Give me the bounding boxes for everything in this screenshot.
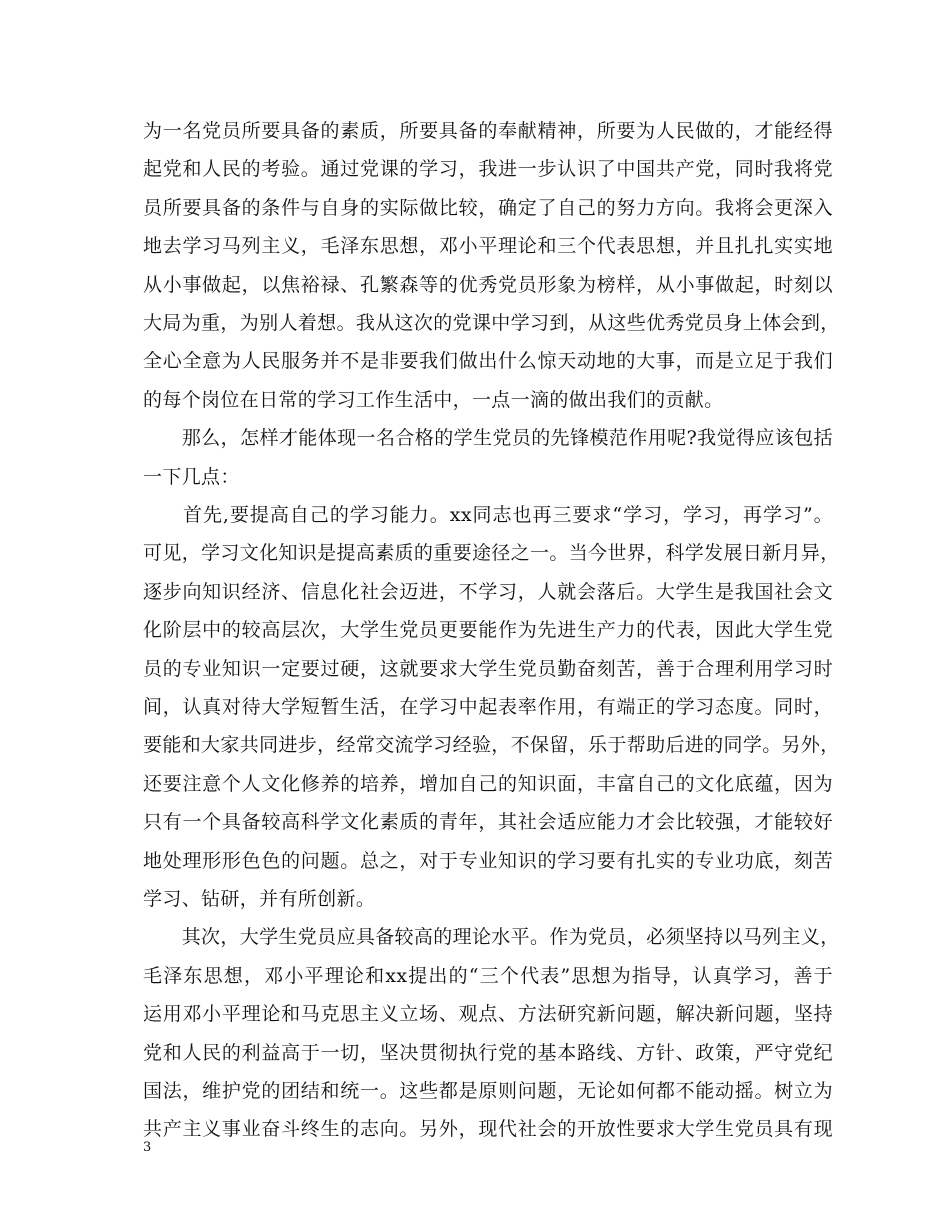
text-line: 化阶层中的较高层次，大学生党员更要能作为先进生产力的代表，因此大学生党 (143, 619, 833, 642)
text-line: 要能和大家共同进步，经常交流学习经验，不保留，乐于帮助后进的同学。另外， (143, 734, 840, 757)
text-line: 的每个岗位在日常的学习工作生活中，一点一滴的做出我们的贡献。 (143, 388, 724, 411)
text-line: 大局为重，为别人着想。我从这次的党课中学习到，从这些优秀党员身上体会到， (143, 312, 840, 334)
text-line: 地去学习马列主义，毛泽东思想，邓小平理论和三个代表思想，并且扎扎实实地 (143, 235, 833, 258)
text-line: 一下几点： (143, 465, 240, 488)
text-line: 从小事做起，以焦裕禄、孔繁森等的优秀党员形象为榜样，从小事做起，时刻以 (143, 273, 833, 296)
page-number: 3 (143, 1140, 152, 1155)
text-line: 起党和人民的考验。通过党课的学习，我进一步认识了中国共产党，同时我将党 (143, 158, 833, 181)
text-line: 还要注意个人文化修养的培养，增加自己的知识面，丰富自己的文化底蕴，因为 (143, 772, 833, 795)
text-line: 那么，怎样才能体现一名合格的学生党员的先锋模范作用呢?我觉得应该包括 (143, 427, 833, 450)
text-line: 逐步向知识经济、信息化社会迈进，不学习，人就会落后。大学生是我国社会文 (143, 580, 833, 603)
text-line: 全心全意为人民服务并不是非要我们做出什么惊天动地的大事，而是立足于我们 (143, 350, 833, 373)
text-line: 运用邓小平理论和马克思主义立场、观点、方法研究新问题，解决新问题，坚持 (143, 1003, 833, 1026)
text-line: 国法，维护党的团结和统一。这些都是原则问题，无论如何都不能动摇。树立为 (143, 1080, 833, 1102)
text-line: 只有一个具备较高科学文化素质的青年，其社会适应能力才会比较强，才能较好 (143, 811, 833, 834)
text-line: 为一名党员所要具备的素质，所要具备的奉献精神，所要为人民做的，才能经得 (143, 120, 833, 142)
text-line: 其次，大学生党员应具备较高的理论水平。作为党员，必须坚持以马列主义， (143, 926, 840, 949)
text-line: 首先,要提高自己的学习能力。xx同志也再三要求“学习，学习，再学习”。 (143, 504, 833, 526)
text-line: 间，认真对待大学短暂生活，在学习中起表率作用，有端正的学习态度。同时， (143, 696, 833, 718)
text-line: 毛泽东思想，邓小平理论和xx提出的“三个代表”思想为指导，认真学习，善于 (143, 964, 833, 987)
text-line: 共产主义事业奋斗终生的志向。另外，现代社会的开放性要求大学生党员具有现 (143, 1118, 833, 1141)
text-line: 地处理形形色色的问题。总之，对于专业知识的学习要有扎实的专业功底，刻苦 (143, 849, 833, 872)
text-line: 员所要具备的条件与自身的实际做比较，确定了自己的努力方向。我将会更深入 (143, 196, 833, 219)
text-line: 党和人民的利益高于一切，坚决贯彻执行党的基本路线、方针、政策，严守党纪 (143, 1041, 833, 1064)
text-line: 学习、钻研，并有所创新。 (143, 888, 376, 910)
text-line: 员的专业知识一定要过硬，这就要求大学生党员勤奋刻苦，善于合理利用学习时 (143, 657, 833, 680)
text-line: 可见，学习文化知识是提高素质的重要途径之一。当今世界，科学发展日新月异， (143, 542, 840, 565)
